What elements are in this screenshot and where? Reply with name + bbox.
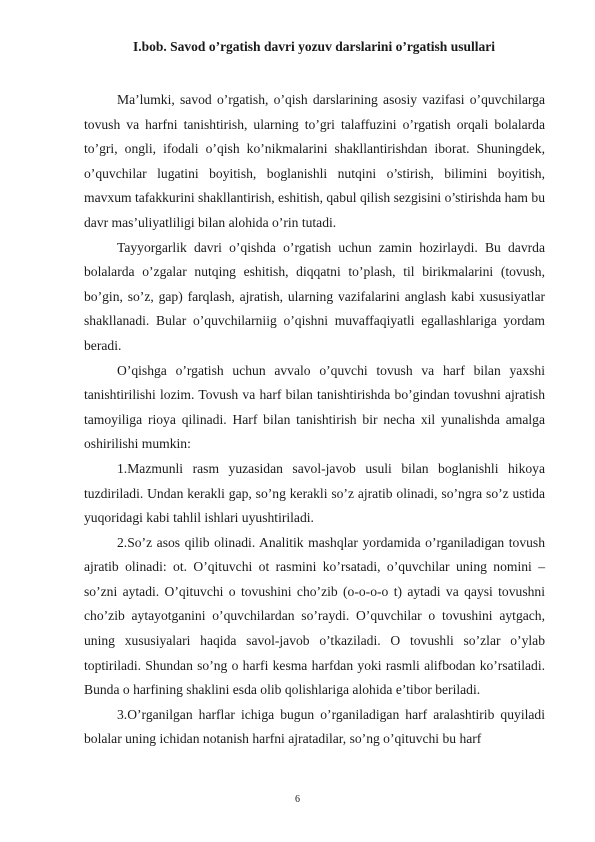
- paragraph-preparation: Tayyorgarlik davri o’qishda o’rgatish uchun zamin hozirlaydi. Bu davrda bolalarda o’zgalar nutqing eshitish, diqqatni to’plash, til birikmalarini (tovush, bo’gin, so’z, gap) farqlash, ajratish, ularning vazifalarini anglash kabi xususiyatlar shakllanadi. Bular o’quvchilarniig o’qishni muvaffaqiyatli egallashlariga yordam beradi.: [84, 239, 545, 353]
- body-text: [84, 88, 545, 752]
- paragraph-intro: Ma’lumki, savod o’rgatish, o’qish darslarining asosiy vazifasi o’quvchilarga tovush va harfni tanishtirish, ularning to’gri talaffuzini o’rgatish orqali bolalarda to’gri, ongli, ifodali o’qish ko’nikmalarini shakllantirishdan iborat. Shuningdek, o’quvchilar lugatini boyitish, boglanishli nutqini o’stirish, bilimini boyitish, mavxum tafakkurini shakllantirish, eshitish, qabul qilish sezgisini o’stirishda ham bu davr mas’uliyatliligi bilan alohida o’rin tutadi.: [84, 92, 545, 230]
- paragraph-sound-letter: O’qishga o’rgatish uchun avvalo o’quvchi tovush va harf bilan yaxshi tanishtirilishi lozim. Tovush va harf bilan tanishtirishda bo’gindan tovushni ajratish tamoyiliga rioya qilinadi. Harf bilan tanishtirish bir necha xil yunalishda amalga oshirilishi mumkin:: [84, 362, 545, 452]
- page-number: 6: [295, 794, 300, 805]
- paragraph-method-3: 3.O’rganilgan harflar ichiga bugun o’rganiladigan harf aralashtirib quyiladi bolalar uning ichidan notanish harfni ajratadilar, so’ng o’qituvchi bu harf: [84, 706, 545, 747]
- paragraph-method-2: 2.So’z asos qilib olinadi. Analitik mashqlar yordamida o’rganiladigan tovush ajratib olinadi: ot. O’qituvchi ot rasmini ko’rsatadi, o’quvchilar uning nomini – so’zni aytadi. O’qituvchi o tovushini cho’zib (o-o-o-o t) aytadi va qaysi tovushni cho’zib aytayotganini o’quvchilardan so’raydi. O’quvchilar o tovushini aytgach, uning xususiyalari haqida savol-javob o’tkaziladi. O tovushli so’zlar o’ylab toptiriladi. Shundan so’ng o harfi kesma harfdan yoki rasmli alifbodan ko’rsatiladi. Bunda o harfining shaklini esda olib qolishlariga alohida e’tibor beriladi.: [84, 534, 545, 698]
- chapter-heading: I.bob. Savod o’rgatish davri yozuv darslarini o’rgatish usullari: [133, 39, 495, 54]
- paragraph-method-1: 1.Mazmunli rasm yuzasidan savol-javob usuli bilan boglanishli hikoya tuzdiriladi. Undan kerakli gap, so’ng kerakli so’z ajratib olinadi, so’ngra so’z ustida yuqoridagi kabi tahlil ishlari uyushtiriladi.: [84, 460, 545, 526]
